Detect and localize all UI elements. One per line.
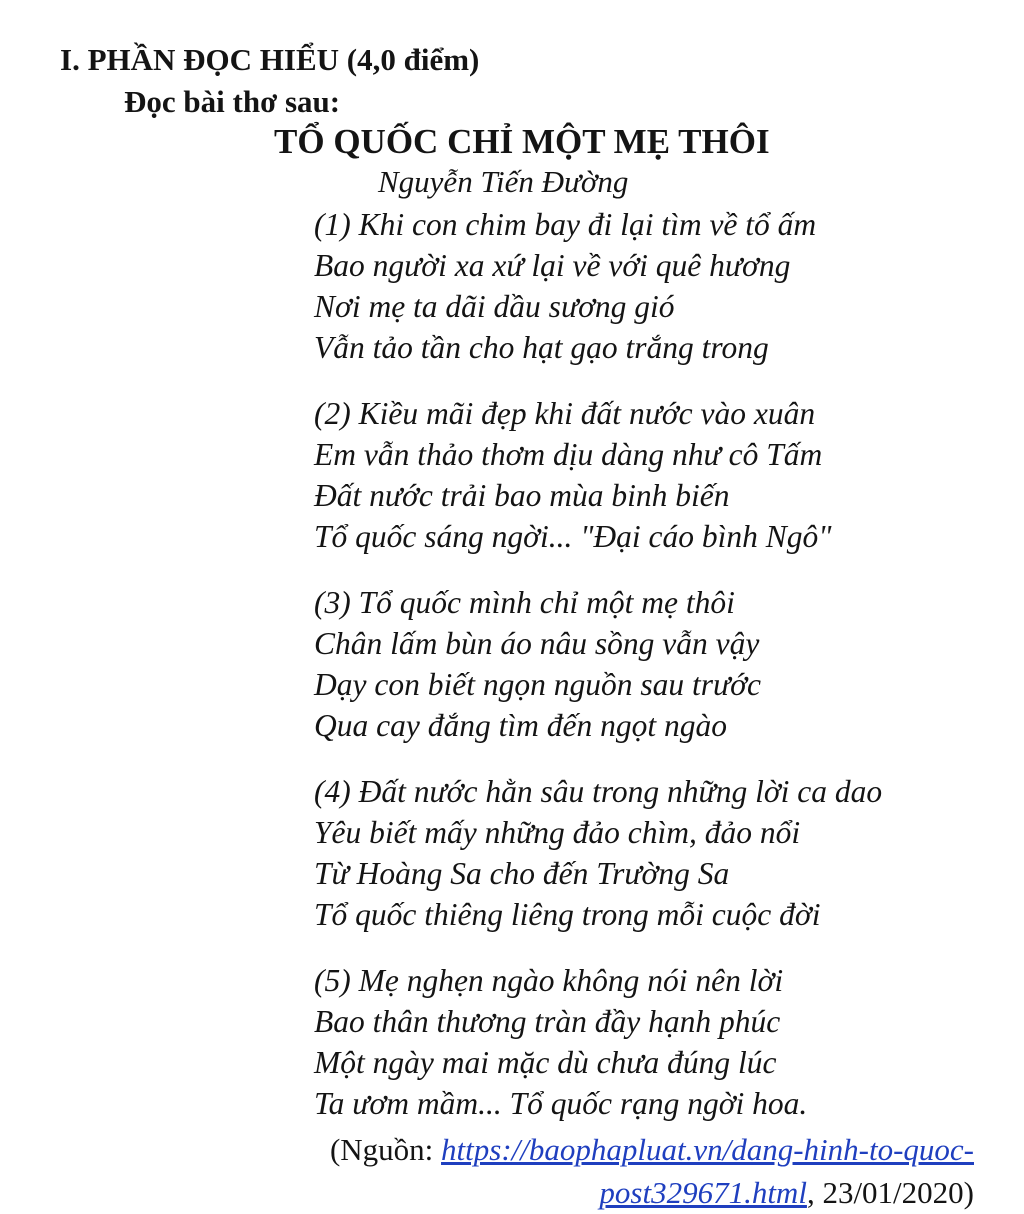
poem-line: Tổ quốc sáng ngời... "Đại cáo bình Ngô" bbox=[314, 519, 832, 554]
poem-line: Vẫn tảo tần cho hạt gạo trắng trong bbox=[314, 330, 769, 365]
poem-line: Bao thân thương tràn đầy hạnh phúc bbox=[314, 1004, 781, 1039]
stanza-5 bbox=[314, 960, 1014, 1124]
section-heading: I. PHẦN ĐỌC HIỂU (4,0 điểm) bbox=[60, 42, 480, 77]
source-link-part-1[interactable]: https://baophapluat.vn/dang-hinh-to-quoc- bbox=[441, 1132, 974, 1167]
poem-author: Nguyễn Tiến Đường bbox=[378, 164, 629, 199]
poem-line: (3) Tổ quốc mình chỉ một mẹ thôi bbox=[314, 585, 735, 620]
poem-line: Bao người xa xứ lại về với quê hương bbox=[314, 248, 791, 283]
poem-title: TỔ QUỐC CHỈ MỘT MẸ THÔI bbox=[274, 122, 770, 161]
stanza-3 bbox=[314, 582, 1014, 746]
source-date: , 23/01/2020) bbox=[806, 1175, 974, 1210]
stanza-4 bbox=[314, 771, 1014, 935]
source-prefix: (Nguồn: bbox=[329, 1132, 442, 1167]
poem-line: Yêu biết mấy những đảo chìm, đảo nổi bbox=[314, 815, 801, 850]
poem-line: Tổ quốc thiêng liêng trong mỗi cuộc đời bbox=[314, 897, 821, 932]
poem-body bbox=[314, 204, 1014, 1149]
reading-instruction: Đọc bài thơ sau: bbox=[124, 84, 341, 119]
source-line-2 bbox=[234, 1171, 974, 1214]
poem-line: Dạy con biết ngọn nguồn sau trước bbox=[314, 667, 761, 702]
poem-line: Ta ươm mầm... Tổ quốc rạng ngời hoa. bbox=[314, 1086, 808, 1121]
poem-line: Chân lấm bùn áo nâu sồng vẫn vậy bbox=[314, 626, 760, 661]
poem-line: Từ Hoàng Sa cho đến Trường Sa bbox=[314, 856, 730, 891]
poem-line: Em vẫn thảo thơm dịu dàng như cô Tấm bbox=[314, 437, 823, 472]
poem-line: Nơi mẹ ta dãi dầu sương gió bbox=[314, 289, 675, 324]
poem-line: (1) Khi con chim bay đi lại tìm về tổ ấm bbox=[314, 207, 817, 242]
stanza-2 bbox=[314, 393, 1014, 557]
source-line-1 bbox=[234, 1128, 974, 1171]
poem-line: (2) Kiều mãi đẹp khi đất nước vào xuân bbox=[314, 396, 816, 431]
poem-line: Một ngày mai mặc dù chưa đúng lúc bbox=[314, 1045, 777, 1080]
poem-line: (5) Mẹ nghẹn ngào không nói nên lời bbox=[314, 963, 784, 998]
source-citation bbox=[234, 1128, 974, 1214]
source-link-part-2[interactable]: post329671.html bbox=[599, 1175, 807, 1210]
poem-line: Qua cay đắng tìm đến ngọt ngào bbox=[314, 708, 727, 743]
stanza-1 bbox=[314, 204, 1014, 368]
poem-line: (4) Đất nước hằn sâu trong những lời ca dao bbox=[314, 774, 883, 809]
poem-line: Đất nước trải bao mùa binh biến bbox=[314, 478, 730, 513]
